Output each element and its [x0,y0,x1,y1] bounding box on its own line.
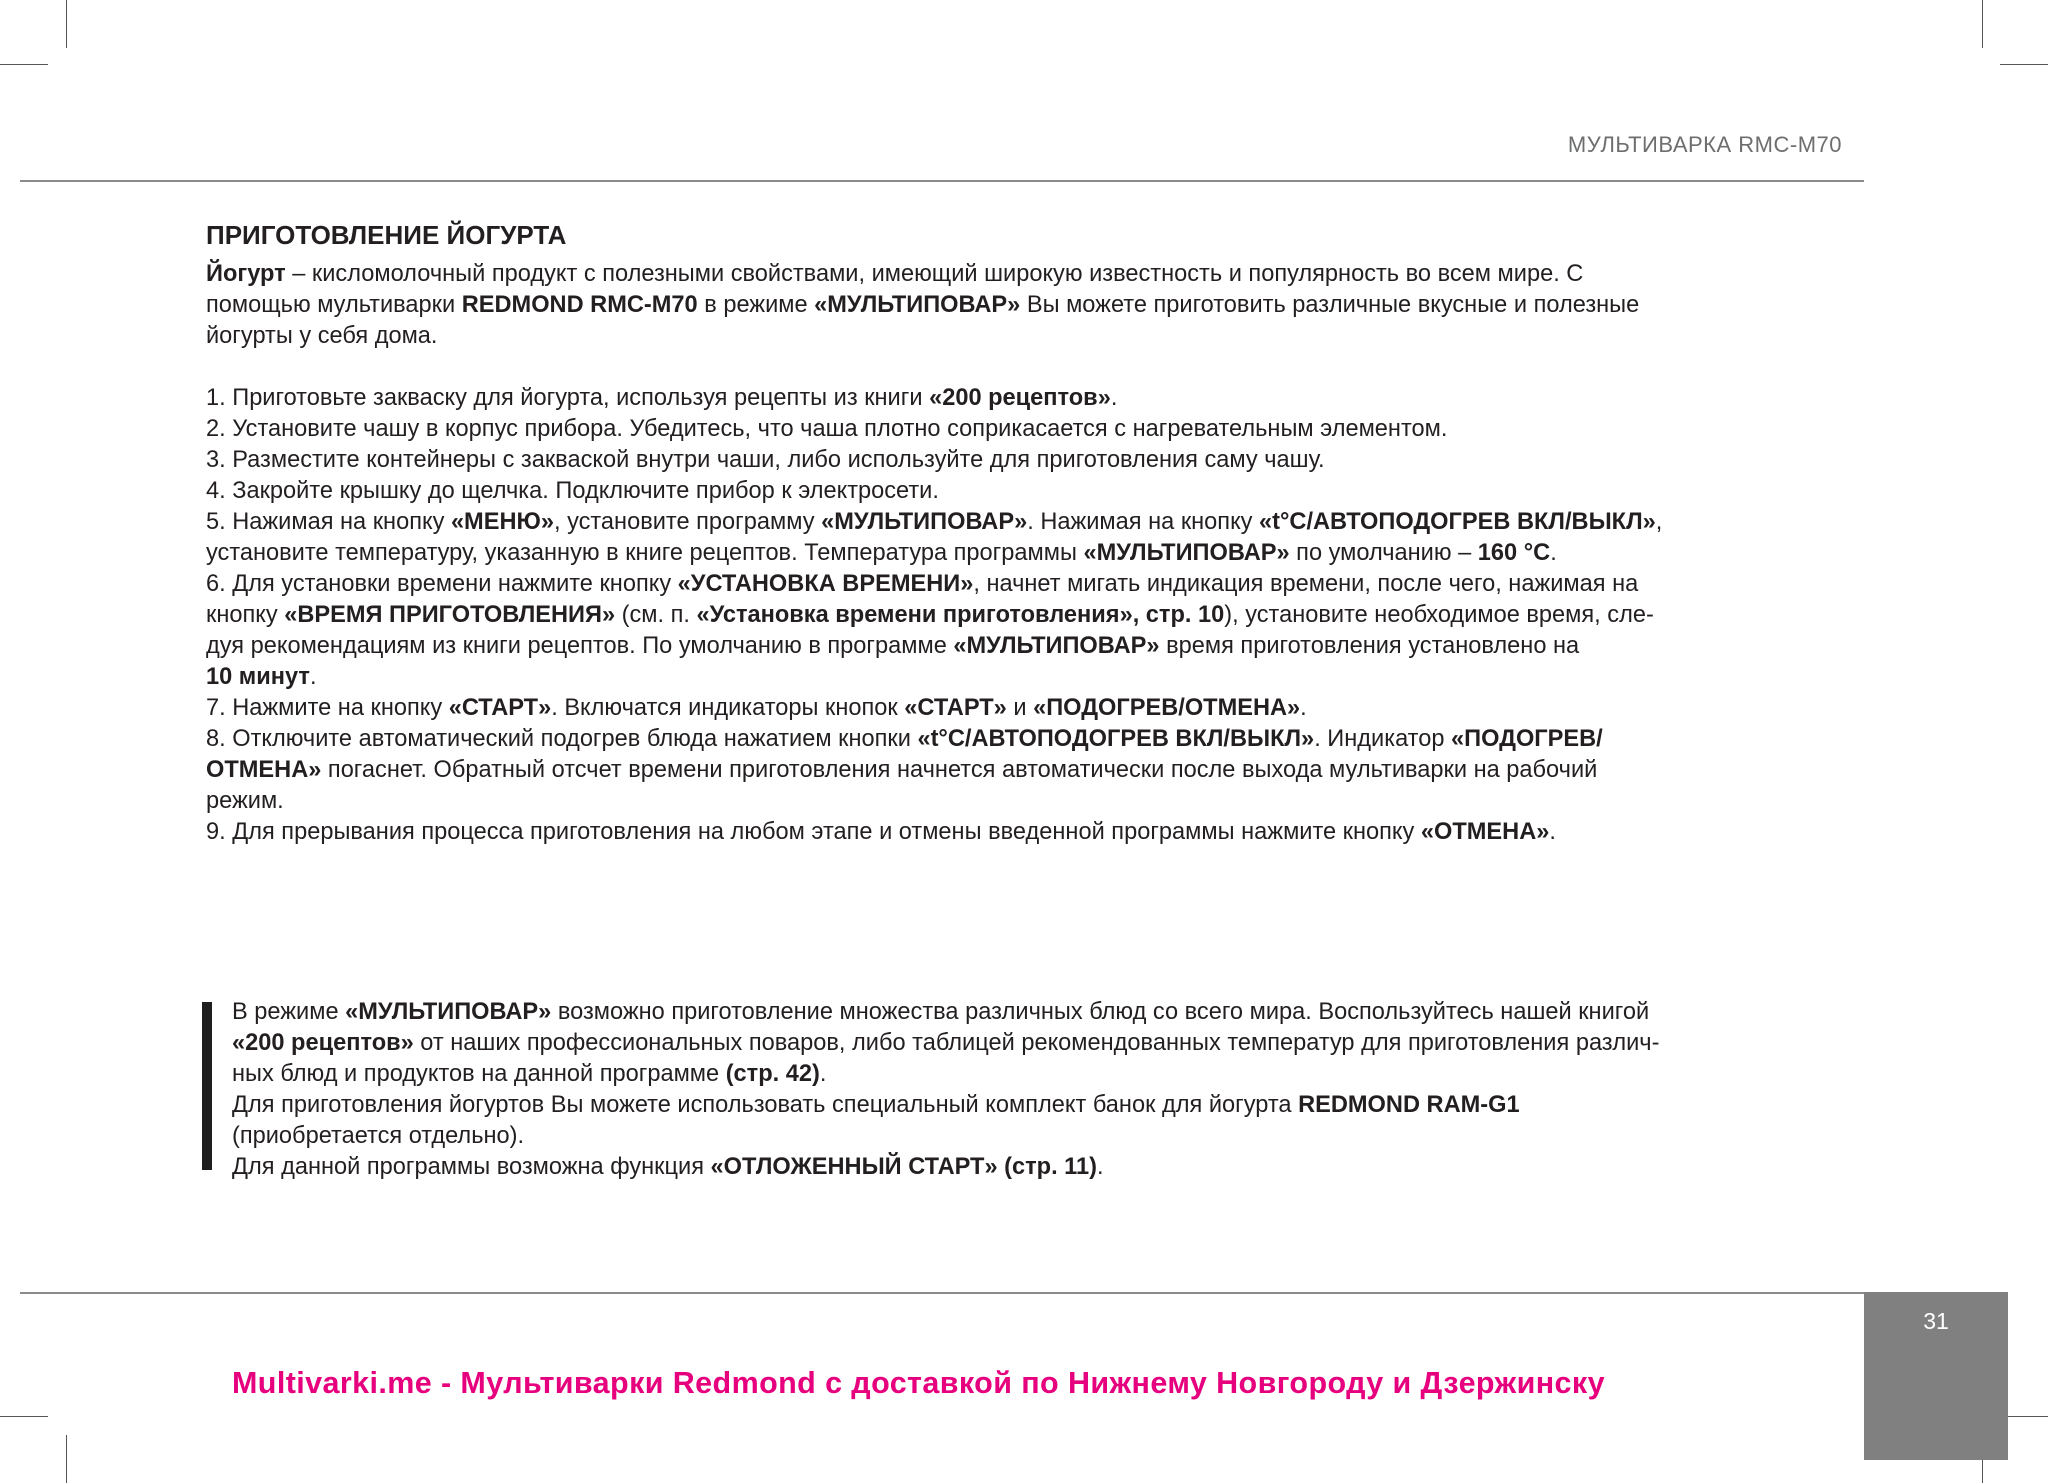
text-run: 7. Нажмите на кнопку [206,695,449,721]
bold-text-run: (стр. 42) [725,1061,820,1087]
note-paragraph [232,997,1872,1090]
text-run: 2. Установите чашу в корпус прибора. Убедитесь, что чаша плотно соприкасается с нагревательным элементом. [206,416,1448,442]
note-paragraph [232,1152,1872,1183]
header-divider [20,180,1864,182]
bold-text-run: «СТАРТ» [448,695,552,721]
footer-divider [20,1292,1864,1294]
text-run: Вы можете приготовить различные вкусные и полезные [1020,292,1640,318]
text-run: . [1110,385,1118,411]
bold-text-run: 10 минут [206,664,310,690]
bold-text-run: REDMOND RMC-M70 [461,292,698,318]
text-run: возможно приготовление множества различных блюд со всего мира. Воспользуйтесь нашей книгой [551,999,1650,1025]
bold-text-run: «t°C/АВТОПОДОГРЕВ ВКЛ/ВЫКЛ» [917,726,1315,752]
intro-paragraph [206,259,1846,352]
bold-text-run: Йогурт [206,261,286,287]
crop-mark [66,0,67,48]
steps-list [206,383,1846,848]
text-run: 4. Закройте крышку до щелчка. Подключите прибор к электросети. [206,478,939,504]
text-run: . [1300,695,1307,721]
text-run: и [1006,695,1034,721]
bold-text-run: «МУЛЬТИПОВАР» [1083,540,1290,566]
text-run: – кисломолочный продукт с полезными свойствами, имеющий широкую известность и популярность во всем мире. С [285,261,1584,287]
text-run: . Включатся индикаторы кнопок [551,695,905,721]
text-run: дуя рекомендациям из книги рецептов. По умолчанию в программе [206,633,954,659]
step-item [206,817,1846,848]
text-run: от наших профессиональных поваров, либо таблицей рекомендованных температур для приготовления различ- [413,1030,1660,1056]
header-title: МУЛЬТИВАРКА RMC-M70 [1567,132,1842,157]
text-run: 1. Приготовьте закваску для йогурта, используя рецепты из книги [206,385,930,411]
bold-text-run: «СТАРТ» [904,695,1007,721]
crop-mark [0,1416,48,1417]
step-item [206,383,1846,414]
text-run: йогурты у себя дома. [206,323,438,349]
bold-text-run: 160 °С [1477,540,1551,566]
text-run: 6. Для установки времени нажмите кнопку [206,571,678,597]
step-item [206,693,1846,724]
text-run: , [1655,509,1663,535]
text-run: . [1550,540,1557,566]
text-run: 3. Разместите контейнеры с закваской внутри чаши, либо используйте для приготовления саму чашу. [206,447,1325,473]
step-item [206,724,1846,817]
bold-text-run: «МУЛЬТИПОВАР» [953,633,1160,659]
crop-mark [0,64,48,65]
bold-text-run: «ПОДОГРЕВ/ [1451,726,1603,752]
bold-text-run: «Установка времени приготовления», стр. 10 [696,602,1225,628]
step-item [206,476,1846,507]
text-run: режим. [206,788,284,814]
text-run: погаснет. Обратный отсчет времени приготовления начнется автоматически после выхода мультиварки на рабочий [321,757,1598,783]
footer-advertisement: Multivarki.me - Мультиварки Redmond с доставкой по Нижнему Новгороду и Дзержинску [232,1366,1605,1400]
text-run: 5. Нажимая на кнопку [206,509,451,535]
text-run: , начнет мигать индикация времени, после чего, нажимая на [973,571,1639,597]
text-run: по умолчанию – [1289,540,1478,566]
bold-text-run: «200 рецептов» [929,385,1111,411]
note-marker-bar [202,1002,212,1170]
note-paragraph [232,1090,1872,1152]
bold-text-run: «МУЛЬТИПОВАР» [814,292,1021,318]
bold-text-run: «МУЛЬТИПОВАР» [821,509,1028,535]
text-run: в режиме [697,292,815,318]
page-number: 31 [1923,1308,1949,1334]
text-run: . Нажимая на кнопку [1027,509,1260,535]
bold-text-run: «ВРЕМЯ ПРИГОТОВЛЕНИЯ» [284,602,616,628]
crop-mark [66,1435,67,1483]
text-run: 8. Отключите автоматический подогрев блюда нажатием кнопки [206,726,918,752]
text-run: . [819,1061,827,1087]
bold-text-run: «200 рецептов» [232,1030,414,1056]
crop-mark [1982,0,1983,48]
text-run: . Индикатор [1314,726,1452,752]
step-item [206,507,1846,569]
section-title: ПРИГОТОВЛЕНИЕ ЙОГУРТА [206,220,567,250]
bold-text-run: «ОТМЕНА» [1420,819,1550,845]
text-run: (приобретается отдельно). [232,1123,525,1149]
bold-text-run: «ОТЛОЖЕННЫЙ СТАРТ» (стр. 11) [710,1154,1097,1180]
text-run: (см. п. [615,602,697,628]
text-run: ), установите необходимое время, сле- [1224,602,1654,628]
bold-text-run: «ПОДОГРЕВ/ОТМЕНА» [1033,695,1301,721]
note-block [232,997,1872,1183]
text-run: Для приготовления йогуртов Вы можете использовать специальный комплект банок для йогурта [232,1092,1299,1118]
text-run: , установите программу [553,509,822,535]
text-run: . [1096,1154,1104,1180]
bold-text-run: «МЕНЮ» [450,509,554,535]
text-run: помощью мультиварки [206,292,462,318]
main-content [206,218,1846,848]
bold-text-run: REDMOND RAM-G1 [1298,1092,1520,1118]
text-run: установите температуру, указанную в книге рецептов. Температура программы [206,540,1084,566]
text-run: кнопку [206,602,285,628]
step-item [206,569,1846,693]
text-run: . [1549,819,1556,845]
text-run: Для данной программы возможна функция [232,1154,711,1180]
bold-text-run: «МУЛЬТИПОВАР» [345,999,552,1025]
step-item [206,445,1846,476]
text-run: . [309,664,317,690]
step-item [206,414,1846,445]
text-run: ных блюд и продуктов на данной программе [232,1061,726,1087]
page-number-box [1864,1292,2008,1460]
text-run: время приготовления установлено на [1159,633,1580,659]
bold-text-run: «УСТАНОВКА ВРЕМЕНИ» [677,571,974,597]
paragraph-gap [206,352,1846,383]
bold-text-run: ОТМЕНА» [206,757,322,783]
crop-mark [2000,64,2048,65]
text-run: В режиме [232,999,346,1025]
bold-text-run: «t°C/АВТОПОДОГРЕВ ВКЛ/ВЫКЛ» [1259,509,1656,535]
text-run: 9. Для прерывания процесса приготовления на любом этапе и отмены введенной программы нажмите кнопку [206,819,1421,845]
